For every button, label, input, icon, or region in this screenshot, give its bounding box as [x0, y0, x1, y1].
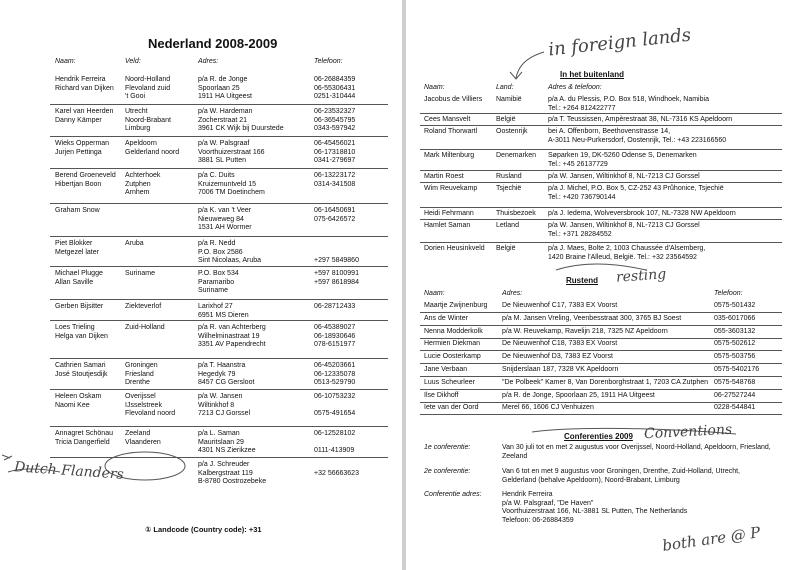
row-divider [420, 149, 782, 150]
foreign-address: bei A. Offenborn, Beethovenstrasse 14, A-3011 Neu-Purkersdorf, Oostenrijk, Tel.: +43 223166560 [548, 128, 727, 144]
contact-phone: 06-45389027 06-18930646 078-6151977 [314, 324, 356, 349]
row-divider [420, 113, 782, 114]
contact-phone: 06-23532327 06-36545795 0343-597942 [314, 108, 356, 133]
contact-phone: 06-10753232 0575-491654 [314, 393, 356, 418]
row-divider [420, 350, 782, 351]
col-header-adres: Adres: [502, 290, 523, 297]
contact-address: p/a R. van Achterberg Wilhelminastraat 19 3351 AV Papendrecht [198, 324, 266, 349]
handwritten-note-flanders: Dutch Flanders [13, 459, 125, 483]
row-divider [420, 207, 782, 208]
foreign-address: Søparken 19, DK-5260 Odense S, Denemarken Tel.: +45 26137729 [548, 152, 697, 168]
row-divider [420, 125, 782, 126]
col-header-telefoon: Telefoon: [714, 290, 743, 297]
foreign-country: Oostenrijk [496, 128, 528, 135]
contact-field: Zeeland Vlaanderen [125, 430, 161, 446]
contact-name: Michael Plugge Allan Saville [55, 270, 103, 286]
section-title-conferenties: Conferenties 2009 [564, 432, 633, 441]
resting-name: Luus Scheurleer [424, 378, 475, 386]
foreign-country: Thuisbezoek [496, 210, 536, 217]
resting-phone: 0575-503756 [714, 353, 756, 361]
contact-address: p/a T. Haanstra Hegedyk 79 8457 CG Gersloot [198, 362, 255, 387]
foreign-address: p/a J. Maes, Bolte 2, 1003 Chaussée d'Alsemberg, 1420 Braine l'Alleud, België. Tel.: +32 23564592 [548, 245, 706, 261]
contact-address: p/a R. de Jonge Spoorlaan 25 1911 HA Uitgeest [198, 76, 252, 101]
contact-address: p/a W. Palsgraaf Voorthuizerstraat 166 3881 SL Putten [198, 140, 265, 165]
resting-name: Ans de Winter [424, 314, 468, 322]
contact-address: p/a W. Jansen Wiltinkhof 8 7213 CJ Gorssel [198, 393, 251, 418]
resting-address: p/a M. Jansen Vreling, Veenbesstraat 300, 3765 BJ Soest [502, 314, 682, 322]
contact-address: p/a C. Duits Kruizemuntveld 15 7006 TM Doetinchem [198, 172, 265, 197]
contact-field: Apeldoorn Gelderland noord [125, 140, 180, 156]
row-divider [420, 170, 782, 171]
resting-address: De Nieuwenhof D3, 7383 EZ Voorst [502, 353, 613, 361]
contact-field: Zuid-Holland [125, 324, 165, 331]
contact-phone: 06-13223172 0314-341508 [314, 172, 356, 188]
contact-field: Groningen Friesland Drenthe [125, 362, 158, 387]
contact-name: Loes Trieling Helga van Dijken [55, 324, 108, 340]
page-title: Nederland 2008-2009 [148, 36, 278, 51]
resting-phone: 055-3603132 [714, 327, 756, 335]
resting-name: Lucie Oosterkamp [424, 353, 481, 361]
section-title-buitenland: In het buitenland [560, 70, 624, 79]
row-divider [420, 363, 782, 364]
resting-phone: 06-27527244 [714, 391, 756, 399]
col-header-telefoon: Telefoon: [314, 58, 343, 65]
row-divider [420, 219, 782, 220]
contact-address: p/a R. Nedd P.O. Box 2586 Sint Nicolaas, Aruba [198, 240, 262, 265]
contact-phone: 06-45203661 06-12335078 0513-529790 [314, 362, 356, 387]
country-code-note: ① Landcode (Country code): +31 [145, 525, 262, 534]
resting-address: p/a R. de Jonge, Spoorlaan 25, 1911 HA Uitgeest [502, 391, 655, 399]
resting-phone: 0575-5402176 [714, 366, 760, 373]
foreign-address: p/a J. Michel, P.O. Box 5, CZ-252 43 Průhonice, Tsjechië Tel.: +420 736790144 [548, 185, 724, 201]
foreign-country: Letland [496, 222, 519, 229]
conference-label: 1e conferentie: [424, 444, 471, 451]
resting-phone: 0575-502612 [714, 340, 756, 348]
contact-name: Annagret Schönau Tricia Dangerfield [55, 430, 113, 446]
foreign-address: p/a W. Jansen, Wiltinkhof 8, NL-7213 CJ Gorssel [548, 173, 700, 180]
row-divider [420, 389, 782, 390]
contact-phone: 06-16450691 075-6426572 [314, 207, 356, 223]
resting-address: De Nieuwenhof C17, 7383 EX Voorst [502, 302, 618, 309]
col-header-land: Land: [496, 84, 514, 91]
col-header-naam: Naam: [424, 290, 445, 297]
contact-address: P.O. Box 534 Paramaribo Suriname [198, 270, 239, 295]
contact-phone: 06-28712433 [314, 303, 356, 310]
contact-name: Cathrien Samari José Stoutjesdijk [55, 362, 108, 378]
contact-name: Piet Blokker Metgezel later [55, 240, 99, 256]
resting-name: Jane Verbaan [424, 366, 468, 373]
contact-field: Noord-Holland Flevoland zuid 't Gooi [125, 76, 171, 101]
contact-phone: 06-12528102 0111-413909 [314, 430, 356, 455]
conference-label: Conferentie adres: [424, 491, 482, 498]
contact-field: Aruba [125, 240, 144, 247]
handwritten-note-foreign: in foreign lands [547, 24, 692, 61]
foreign-name: Heidi Fehrmann [424, 210, 474, 217]
resting-address: "De Polbeek" Kamer 8, Van Dorenborghstraat 1, 7203 CA Zutphen [502, 378, 709, 386]
resting-phone: 0575-501432 [714, 302, 756, 309]
contact-phone: +32 56663623 [314, 469, 359, 477]
foreign-country: Denemarken [496, 152, 537, 159]
contact-name: Wieks Opperman Jurjen Pettinga [55, 140, 110, 156]
handwritten-note-conventions: Conventions [643, 421, 733, 443]
row-divider [420, 312, 782, 313]
resting-address: Snijderslaan 187, 7328 VK Apeldoorn [502, 366, 619, 373]
foreign-address: p/a A. du Plessis, P.O. Box 518, Windhoek, Namibia Tel.: +264 812422777 [548, 96, 709, 112]
contact-field: Ziekteverlof [125, 303, 162, 310]
contact-name: Gerben Bijsitter [55, 303, 104, 310]
foreign-name: Roland Thorwartl [424, 128, 478, 135]
contact-address: Larixhof 27 6951 MS Dieren [198, 303, 249, 319]
conference-label: 2e conferentie: [424, 468, 471, 475]
right-page [406, 0, 792, 570]
resting-name: Nenna Modderkolk [424, 327, 483, 335]
contact-name: Hendrik Ferreira Richard van Dijken [55, 76, 114, 92]
contact-field: Overijssel IJsselstreek Flevoland noord [125, 393, 176, 418]
foreign-name: Hamlet Saman [424, 222, 471, 229]
row-divider [420, 182, 782, 183]
col-header-veld: Veld: [125, 58, 141, 65]
col-header-adres: Adres & telefoon: [548, 84, 602, 91]
conference-text: Van 6 tot en met 9 augustus voor Groningen, Drenthe, Zuid-Holland, Utrecht, Gelderland (behalve Apeldoorn), Noord-Brabant, Limburg [502, 468, 740, 484]
section-title-rustend: Rustend [566, 276, 598, 285]
col-header-naam: Naam: [424, 84, 445, 91]
foreign-address: p/a W. Jansen, Wiltinkhof 8, NL-7213 CJ Gorssel Tel.: +371 28284552 [548, 222, 700, 238]
contact-name: Heleen Oskam Naomi Kee [55, 393, 102, 409]
contact-phone: +297 5849860 [314, 257, 359, 265]
contact-name: Karel van Heerden Danny Kämper [55, 108, 114, 124]
foreign-country: België [496, 245, 516, 252]
foreign-address: p/a J. Iedema, Wolveversbrook 107, NL-7328 NW Apeldoorn [548, 210, 736, 217]
resting-address: De Nieuwenhof C18, 7383 EX Voorst [502, 340, 618, 348]
foreign-name: Cees Mansvelt [424, 116, 471, 123]
handwritten-note-resting: resting [615, 266, 667, 286]
foreign-country: Namibië [496, 96, 522, 103]
contact-phone: 06-26884359 06-55306431 0251-310444 [314, 76, 356, 101]
row-divider [420, 325, 782, 326]
handwritten-signature-note: both are @ P [661, 523, 762, 555]
contact-field: Utrecht Noord-Brabant Limburg [125, 108, 171, 133]
row-divider [420, 242, 782, 243]
conference-text: Hendrik Ferreira p/a W. Palsgraaf, "De Haven" Voorthuizerstraat 166, NL-3881 SL Putten, The Netherlands Telefoon: 06-26884359 [502, 491, 688, 524]
col-header-naam: Naam: [55, 58, 76, 65]
foreign-country: Tsjechië [496, 185, 522, 192]
resting-name: Hermien Diekman [424, 340, 481, 348]
resting-phone: 0228-544841 [714, 404, 756, 412]
foreign-country: Rusland [496, 173, 522, 180]
contact-field: Achterhoek Zutphen Arnhem [125, 172, 161, 197]
contact-address: p/a K. van 't Veer Nieuweweg 84 1531 AH Wormer [198, 207, 252, 232]
row-divider [420, 338, 782, 339]
conference-text: Van 30 juli tot en met 2 augustus voor Overijssel, Noord-Holland, Apeldoorn, Friesland, Zeeland [502, 444, 771, 460]
resting-phone: 035-6017066 [714, 314, 756, 322]
contact-phone: +597 8100991 +597 8618984 [314, 270, 359, 286]
resting-phone: 0575-548768 [714, 378, 756, 386]
resting-name: Ilse Dikhoff [424, 391, 459, 399]
contact-address: p/a L. Saman Mauritslaan 29 4301 NS Zierikzee [198, 430, 256, 455]
contact-phone: 06-45456021 06-17318810 0341-279697 [314, 140, 356, 165]
row-divider [420, 376, 782, 377]
row-divider [420, 414, 782, 415]
resting-name: Maartje Zwijnenburg [424, 302, 488, 309]
contact-address: p/a W. Hardeman Zocherstraat 21 3961 CK Wijk bij Duurstede [198, 108, 284, 133]
resting-address: p/a W. Reuvekamp, Ravelijn 218, 7325 NZ Apeldoorn [502, 327, 668, 335]
resting-name: Iete van der Oord [424, 404, 479, 412]
contact-name: Graham Snow [55, 207, 100, 214]
foreign-name: Jacobus de Villiers [424, 96, 483, 103]
foreign-name: Mark Miltenburg [424, 152, 475, 159]
foreign-name: Martin Roest [424, 173, 464, 180]
foreign-name: Wim Reuvekamp [424, 185, 478, 192]
row-divider [420, 402, 782, 403]
contact-address: p/a J. Schreuder Kalbergstraat 119 B-8780 Oostrozebeke [198, 461, 267, 486]
foreign-country: België [496, 116, 516, 123]
foreign-name: Dorien Heusinkveld [424, 245, 485, 252]
foreign-address: p/a T. Teussissen, Ampèrestraat 38, NL-7316 KS Apeldoorn [548, 116, 733, 123]
col-header-adres: Adres: [198, 58, 219, 65]
contact-field: Suriname [125, 270, 155, 277]
contact-name: Berend Groeneveld Hibertjan Boon [55, 172, 116, 188]
resting-address: Merel 66, 1606 CJ Venhuizen [502, 404, 594, 412]
